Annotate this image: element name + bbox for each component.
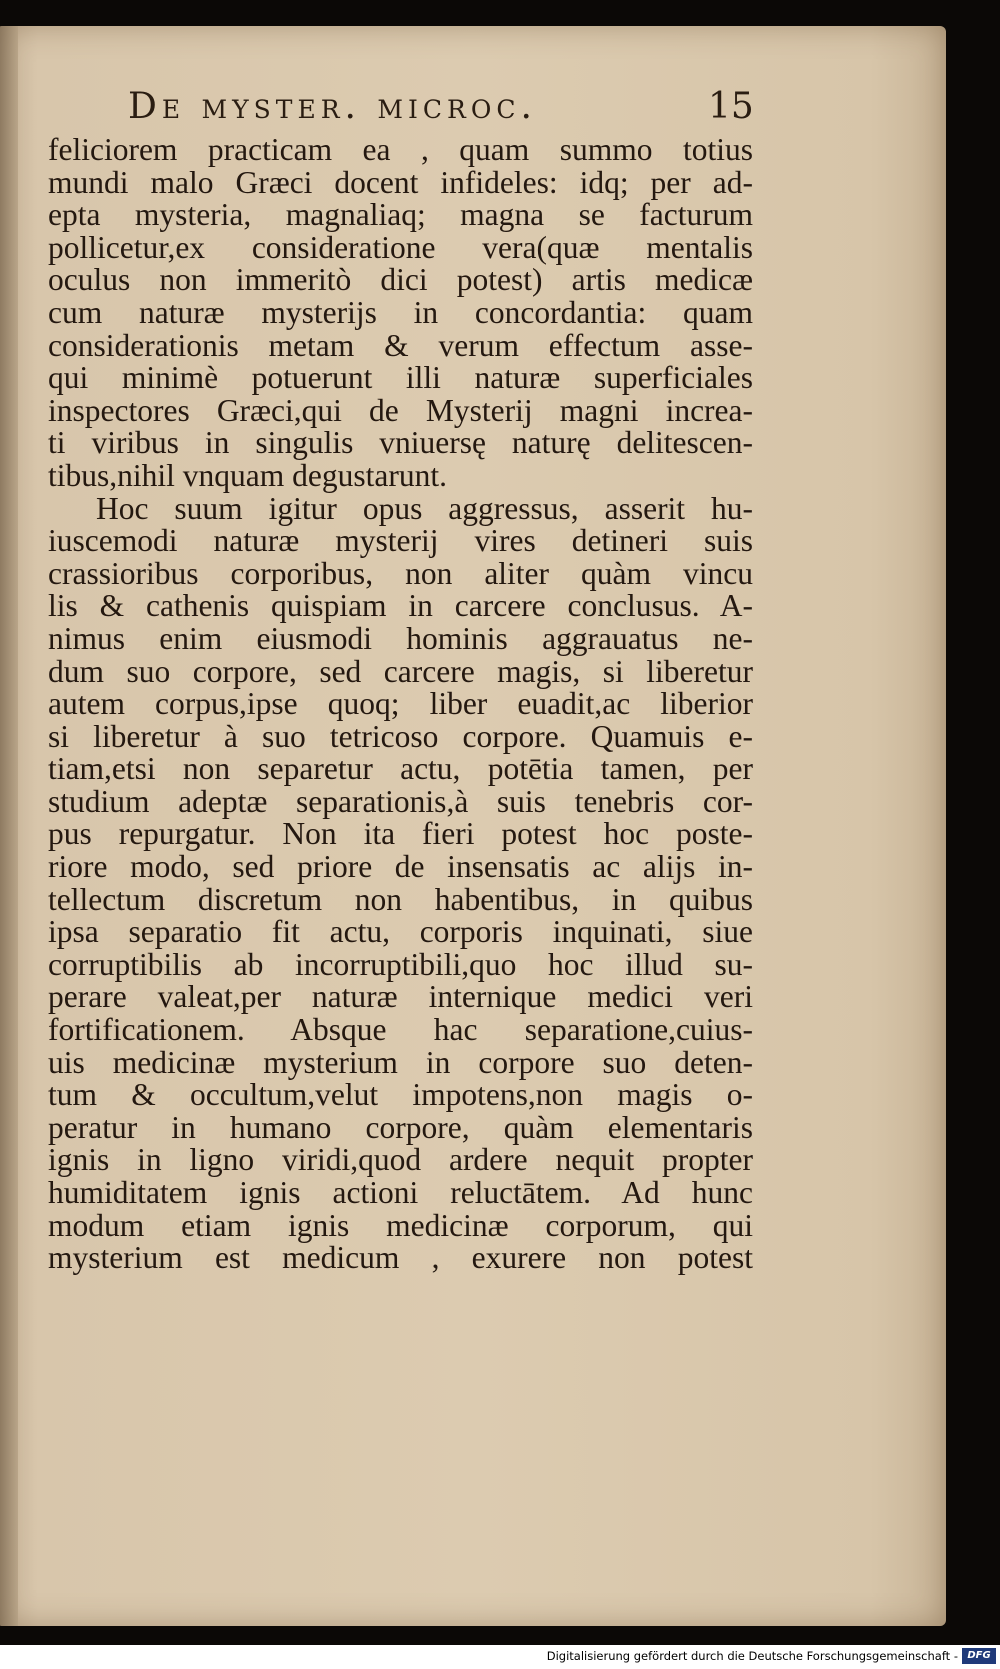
text-line: corruptibilis ab incorruptibili,quo hoc illud su- [48,946,753,982]
text-line: tum & occultum,velut impotens,non magis o- [48,1077,753,1113]
text-line: considerationis metam & verum effectum asse- [48,327,753,363]
text-line: riore modo, sed priore de insensatis ac alijs in- [48,849,753,885]
text-line: crassioribus corporibus, non aliter quàm vincu [48,555,753,591]
text-line: qui minimè potuerunt illi naturæ superficiales [48,360,753,396]
text-line: modum etiam ignis medicinæ corporum, qui [48,1207,753,1243]
dfg-logo-icon: DFG [962,1648,996,1664]
text-line: perare valeat,per naturæ internique medici veri [48,979,753,1015]
text-line: tiam,etsi non separetur actu, potētia tamen, per [48,751,753,787]
text-line: ipsa separatio fit actu, corporis inquinati, siue [48,914,753,950]
text-line: nimus enim eiusmodi hominis aggrauatus ne- [48,620,753,656]
text-line: inspectores Græci,qui de Mysterij magni increa- [48,392,753,428]
text-line: tibus,nihil vnquam degustarunt. [48,457,447,493]
text-line: ignis in ligno viridi,quod ardere nequit propter [48,1142,753,1178]
text-line: pollicetur,ex consideratione vera(quæ mentalis [48,229,753,265]
text-line: ti viribus in singulis vniuersę naturę delitescen- [48,425,753,461]
text-line: feliciorem practicam ea , quam summo totius [48,132,753,167]
page-number: 15 [708,86,754,127]
text-line: tellectum discretum non habentibus, in quibus [48,881,753,917]
text-line: oculus non immeritò dici potest) artis medicæ [48,262,753,298]
text-line: epta mysteria, magnaliaq; magna se facturum [48,197,753,233]
text-line-paragraph-start: Hoc suum igitur opus aggressus, asserit hu- [96,490,753,526]
text-line: peratur in humano corpore, quàm elementaris [48,1109,753,1145]
page-gutter-shadow [0,26,18,1626]
text-line: iuscemodi naturæ mysterij vires detineri suis [48,523,753,559]
text-line: studium adeptæ separationis,à suis tenebris cor- [48,783,753,819]
page-header [120,86,760,136]
footer-bar [0,1645,1000,1669]
text-line: pus repurgatur. Non ita fieri potest hoc poste- [48,816,753,852]
text-line: humiditatem ignis actioni reluctātem. Ad hunc [48,1175,753,1210]
text-line: mundi malo Græci docent infideles: idq; per ad- [48,164,753,200]
body-text [48,134,753,1275]
text-line: si liberetur à suo tetricoso corpore. Quamuis e- [48,718,753,754]
running-head: De myster. microc. [128,86,537,127]
text-line: uis medicinæ mysterium in corpore suo deten- [48,1044,753,1080]
text-line: lis & cathenis quispiam in carcere conclusus. A- [48,588,753,624]
text-line: mysterium est medicum , exurere non potest [48,1240,753,1276]
funding-notice: Digitalisierung gefördert durch die Deutsche Forschungsgemeinschaft - [546,1649,958,1663]
text-line: dum suo corpore, sed carcere magis, si liberetur [48,653,753,689]
text-line: cum naturæ mysterijs in concordantia: quam [48,294,753,330]
text-line: autem corpus,ipse quoq; liber euadit,ac liberior [48,686,753,722]
text-line: fortificationem. Absque hac separatione,cuius- [48,1012,753,1048]
